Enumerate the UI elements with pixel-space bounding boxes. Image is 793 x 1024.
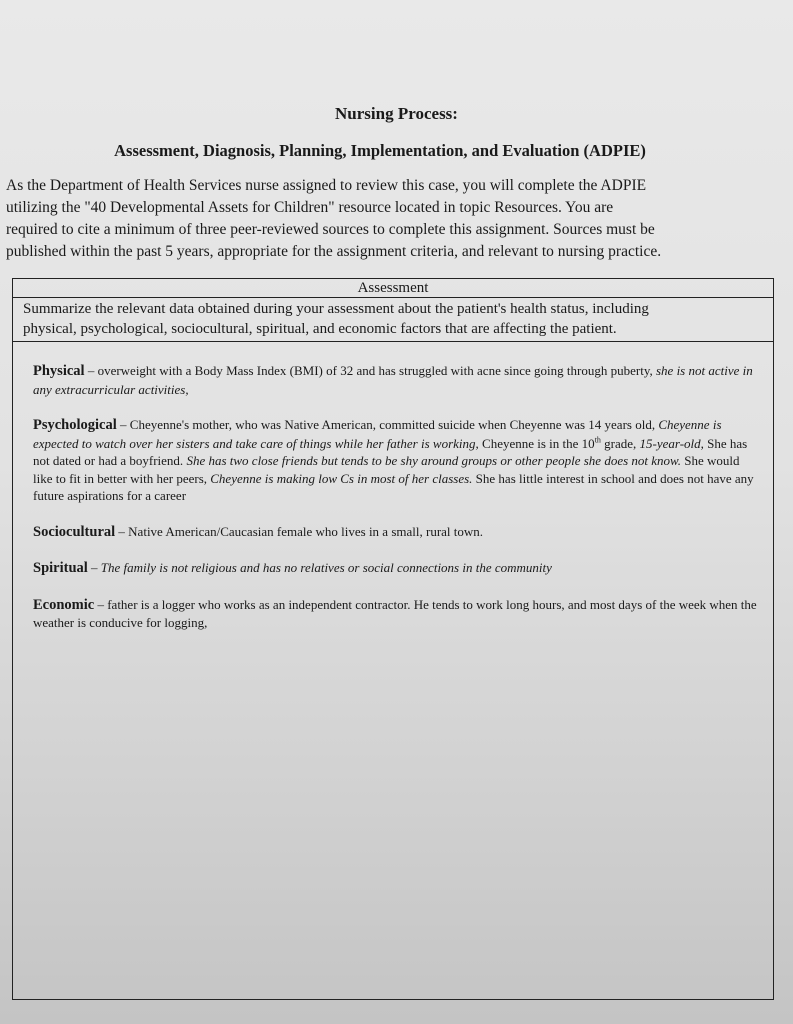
- physical-section: [33, 362, 761, 398]
- psychological-text: She has little interest in school and does not have any future aspirations for a career: [33, 470, 754, 503]
- intro-paragraph: [6, 175, 748, 263]
- instructions-line: physical, psychological, sociocultural, spiritual, and economic factors that are affecting the patient.: [23, 321, 617, 337]
- psychological-italic-text: Cheyenne is making low Cs in most of her classes.: [210, 470, 473, 486]
- dash: –: [84, 363, 98, 378]
- dash: –: [116, 417, 130, 432]
- intro-line: As the Department of Health Services nurse assigned to review this case, you will complete the ADPIE: [6, 177, 647, 194]
- spiritual-section: [33, 559, 761, 578]
- intro-line: utilizing the "40 Developmental Assets for Children" resource located in topic Resources. You are: [6, 199, 614, 216]
- economic-heading: Economic: [33, 596, 95, 613]
- psychological-italic-text: 15-year-old,: [639, 435, 704, 451]
- sociocultural-heading: Sociocultural: [33, 523, 116, 540]
- psychological-heading: Psychological: [33, 417, 117, 433]
- spiritual-heading: Spiritual: [33, 560, 88, 576]
- intro-line: required to cite a minimum of three peer-reviewed sources to complete this assignment. Sources must be: [6, 221, 655, 238]
- dash: –: [94, 596, 108, 612]
- dash: –: [87, 560, 101, 575]
- sociocultural-text: Native American/Caucasian female who lives in a small, rural town.: [128, 523, 484, 539]
- intro-line: published within the past 5 years, appropriate for the assignment criteria, and relevant to nursing practice.: [6, 243, 662, 260]
- economic-section: [33, 596, 761, 632]
- instructions-line: Summarize the relevant data obtained during your assessment about the patient's health status, including: [23, 301, 649, 317]
- psychological-text: grade,: [600, 435, 640, 451]
- sociocultural-section: [33, 523, 761, 542]
- psychological-text: She would like to fit in better with her peers,: [33, 453, 740, 486]
- psychological-text: Cheyenne's mother, who was Native American, committed suicide when Cheyenne was 14 years old,: [129, 417, 659, 432]
- document-subtitle: Assessment, Diagnosis, Planning, Implementation, and Evaluation (ADPIE): [114, 141, 646, 160]
- psychological-section: [33, 416, 761, 505]
- spiritual-italic-text: The family is not religious and has no relatives or social connections in the community: [100, 560, 552, 575]
- physical-heading: Physical: [33, 363, 85, 379]
- assessment-table: [12, 278, 774, 1000]
- economic-text: father is a logger who works as an independent contractor. He tends to work long hours, and most days of the week when the weather is conducive for logging,: [33, 596, 757, 630]
- assessment-instructions: [13, 298, 773, 342]
- assessment-content: [13, 342, 773, 632]
- document-title: Nursing Process:: [335, 104, 458, 123]
- psychological-text: Cheyenne is in the 10: [478, 435, 595, 451]
- physical-text: overweight with a Body Mass Index (BMI) of 32 and has struggled with acne since going through puberty,: [97, 363, 656, 378]
- assessment-header: Assessment: [13, 279, 773, 298]
- psychological-italic-text: She has two close friends but tends to be shy around groups or other people she does not know.: [186, 453, 681, 468]
- physical-italic-text: she is not active in any extracurricular activities,: [33, 363, 753, 397]
- ordinal-suffix: th: [594, 435, 601, 445]
- psychological-italic-text: Cheyenne is expected to watch over her sisters and take care of things while her father is working,: [33, 417, 722, 451]
- psychological-text: She has not dated or had a boyfriend.: [33, 435, 748, 468]
- dash: –: [115, 523, 129, 539]
